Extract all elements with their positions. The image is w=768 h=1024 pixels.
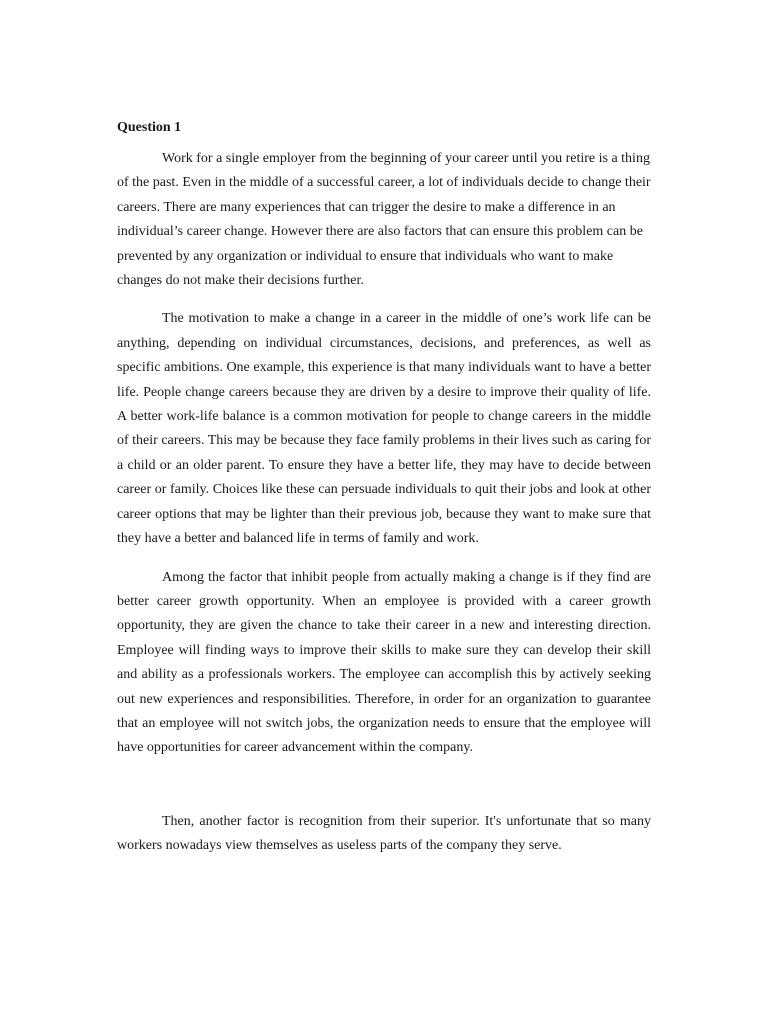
paragraph-3: Among the factor that inhibit people from actually making a change is if they find are better career growth opportunity. When an employee is provided with a career growth opportunity, they are given the chance to take their career in a new and interesting direction. Employee will finding ways to improve their skills to make sure they can develop their skill and ability as a professionals workers. The employee can accomplish this by actively seeking out new experiences and responsibilities. Therefore, in order for an organization to guarantee that an employee will not switch jobs, the organization needs to ensure that the employee will have opportunities for career advancement within the company. [117,569,651,756]
paragraph-2: The motivation to make a change in a career in the middle of one’s work life can be anything, depending on individual circumstances, decisions, and preferences, as well as specific ambitions. One example, this experience is that many individuals want to have a better life. People change careers because they are driven by a desire to improve their quality of life. A better work-life balance is a common motivation for people to change careers in the middle of their careers. This may be because they face family problems in their lives such as caring for a child or an older parent. To ensure they have a better life, they may have to decide between career or family. Choices like these can persuade individuals to quit their jobs and look at other career options that may be lighter than their previous job, because they want to make sure that they have a better and balanced life in terms of family and work. [117,311,651,547]
question-heading: Question 1 [117,120,182,135]
document-page [117,116,651,859]
paragraph-1: Work for a single employer from the beginning of your career until you retire is a thing of the past. Even in the middle of a successful career, a lot of individuals decide to change their careers. There are many experiences that can trigger the desire to make a difference in an individual’s career change. However there are also factors that can ensure this problem can be prevented by any organization or individual to ensure that individuals who want to make changes do not make their decisions further. [117,151,651,289]
paragraph-4: Then, another factor is recognition from their superior. It's unfortunate that so many workers nowadays view themselves as useless parts of the company they serve. [117,813,651,854]
